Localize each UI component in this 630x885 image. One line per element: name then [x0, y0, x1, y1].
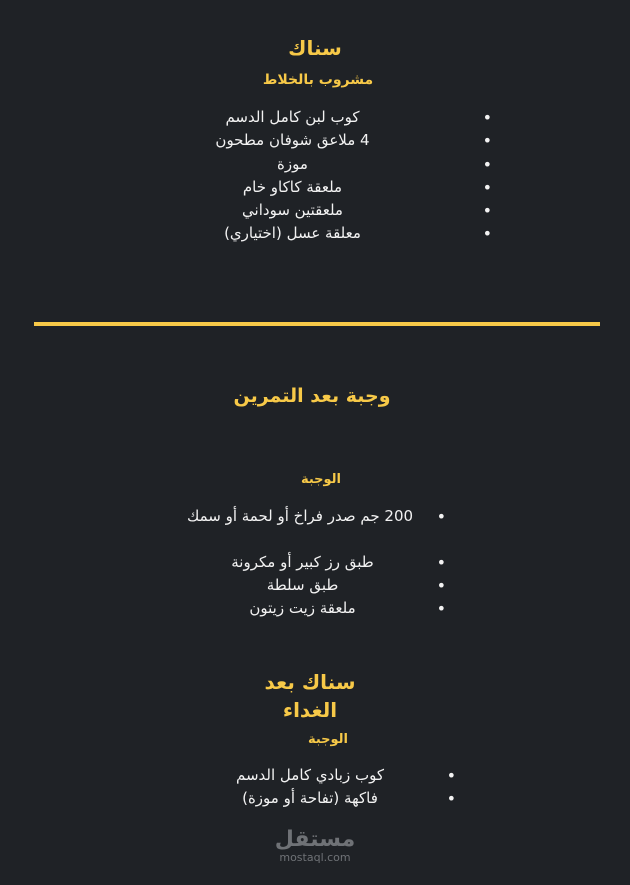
- snack-item-text: كوب زبادي كامل الدسم: [236, 766, 384, 784]
- bullet-icon: •: [482, 201, 492, 221]
- bullet-icon: •: [482, 154, 492, 174]
- list-item: [180, 505, 460, 551]
- ingredient-text: موزة: [277, 154, 308, 173]
- meal-item-text: طبق سلطة: [266, 576, 339, 594]
- list-item: [180, 153, 500, 176]
- post-workout-items-list: [180, 505, 460, 620]
- bullet-icon: •: [436, 576, 446, 595]
- snack-ingredients-list: [180, 106, 500, 246]
- bullet-icon: •: [482, 177, 492, 197]
- snack-subtitle: مشروب بالخلاط: [262, 72, 374, 88]
- snack-item-text: فاكهة (تفاحة أو موزة): [242, 789, 378, 808]
- list-item: [200, 787, 470, 810]
- snack-title: سناك: [288, 36, 342, 60]
- after-lunch-snack-title-line2: الغداء: [282, 698, 338, 722]
- bullet-icon: •: [436, 599, 446, 618]
- ingredient-text: ملعقتين سوداني: [242, 201, 343, 220]
- ingredient-text: معلقة عسل (اختياري): [224, 224, 361, 243]
- ingredient-text: 4 ملاعق شوفان مطحون: [215, 131, 370, 150]
- list-item: [180, 222, 500, 245]
- list-item: [180, 574, 460, 597]
- bullet-icon: •: [446, 766, 456, 785]
- bullet-icon: •: [482, 224, 492, 244]
- list-item: [180, 597, 460, 620]
- watermark-arabic: مستقل: [274, 827, 356, 852]
- bullet-icon: •: [436, 553, 446, 572]
- list-item: [180, 106, 500, 129]
- after-lunch-snack-subtitle: الوجبة: [307, 732, 349, 747]
- bullet-icon: •: [436, 507, 446, 526]
- meal-item-text: 200 جم صدر فراخ أو لحمة أو سمك: [186, 507, 414, 525]
- meal-item-text: ملعقة زيت زيتون: [249, 599, 356, 617]
- meal-item-text: طبق رز كبير أو مكرونة: [231, 553, 374, 571]
- watermark-url: mostaql.com: [279, 851, 351, 864]
- list-item: [180, 551, 460, 574]
- mostaql-watermark: [265, 828, 365, 864]
- section-divider: [34, 322, 600, 326]
- list-item: [180, 176, 500, 199]
- bullet-icon: •: [482, 108, 492, 127]
- list-item: [180, 129, 500, 152]
- post-workout-title: وجبة بعد التمرين: [233, 385, 391, 407]
- ingredient-text: كوب لبن كامل الدسم: [225, 108, 360, 126]
- bullet-icon: •: [482, 131, 492, 151]
- list-item: [200, 764, 470, 787]
- after-lunch-snack-items-list: [200, 764, 470, 811]
- bullet-icon: •: [446, 789, 456, 809]
- post-workout-subtitle: الوجبة: [300, 472, 342, 487]
- after-lunch-snack-title-line1: سناك بعد: [264, 670, 356, 694]
- ingredient-text: ملعقة كاكاو خام: [242, 177, 343, 196]
- list-item: [180, 199, 500, 222]
